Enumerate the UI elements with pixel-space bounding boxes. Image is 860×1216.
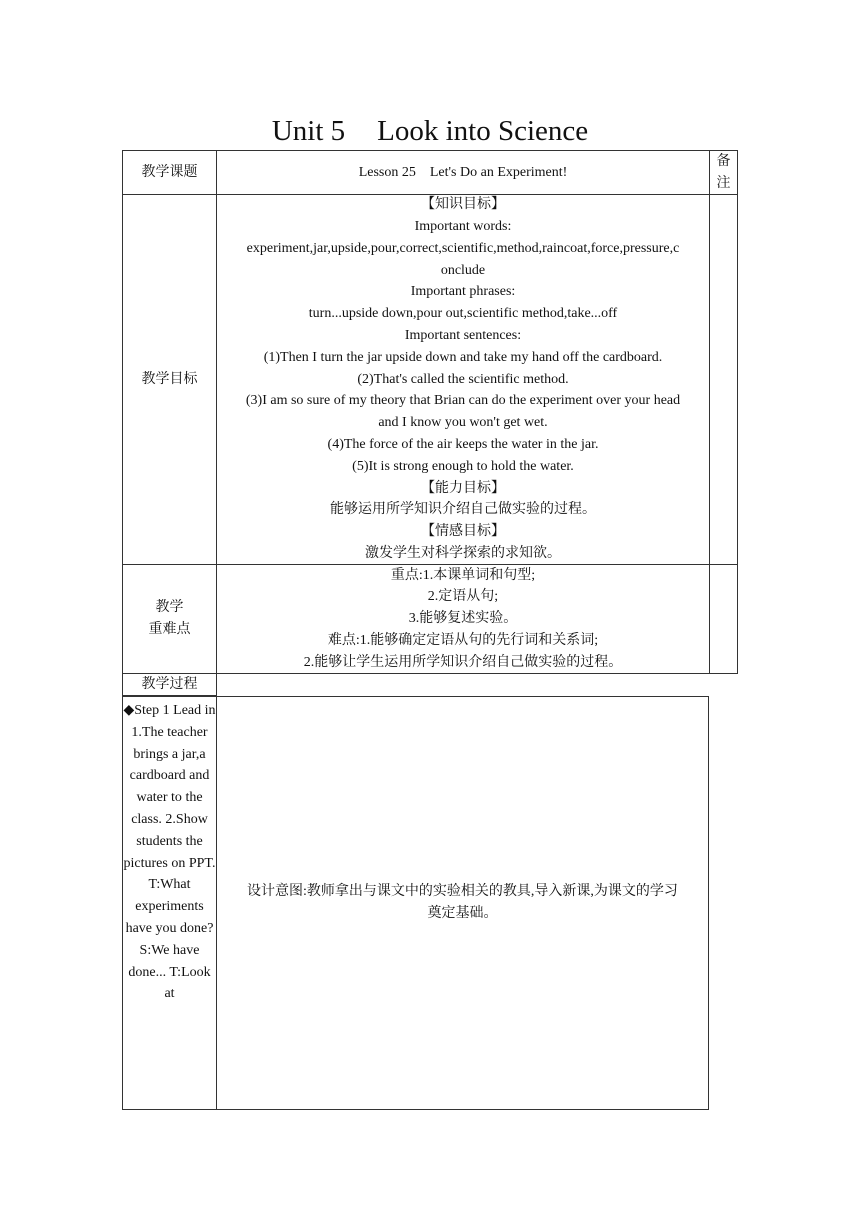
lesson-title: Lesson 25 Let's Do an Experiment! — [216, 150, 710, 195]
unit-name: Look into Science — [377, 115, 589, 147]
remarks-header: 备 注 — [709, 150, 738, 195]
process-header-blank — [216, 673, 710, 696]
step-1-content: ◆Step 1 Lead in 1.The teacher brings a jar,a cardboard and water to the class. 2.Show students the pictures on PPT. T:What experiments have you done? S:We have done... T:Look at — [122, 696, 217, 1110]
remarks-cell-2 — [709, 564, 738, 674]
label-process: 教学过程 — [122, 673, 217, 696]
label-key-points: 教学 重难点 — [122, 564, 217, 674]
teaching-process-table — [122, 696, 709, 1110]
unit-label: Unit 5 — [271, 115, 346, 147]
design-intent: 设计意图:教师拿出与课文中的实验相关的教具,导入新课,为课文的学习 奠定基础。 — [216, 696, 709, 1110]
key-points-content: 重点:1.本课单词和句型; 2.定语从句; 3.能够复述实验。 难点:1.能够确定定语从句的先行词和关系词; 2.能够让学生运用所学知识介绍自己做实验的过程。 — [216, 564, 710, 674]
page-title — [0, 112, 860, 150]
objectives-content: 【知识目标】 Important words: experiment,jar,upside,pour,correct,scientific,method,raincoat,force,pressure,c onclude Important phrases: turn...upside down,pour out,scientific method,take...off Important sentences: (1)Then I turn the jar upside down and take my hand off the cardboard. (2)That's called the scientific method. (3)I am so sure of my theory that Brian can do the experiment over your head and I know you won't get wet. (4)The force of the air keeps the water in the jar. (5)It is strong enough to hold the water. 【能力目标】 能够运用所学知识介绍自己做实验的过程。 【情感目标】 激发学生对科学探索的求知欲。 — [216, 194, 710, 565]
label-topic: 教学课题 — [122, 150, 217, 195]
remarks-cell — [709, 194, 738, 565]
label-objectives: 教学目标 — [122, 194, 217, 565]
